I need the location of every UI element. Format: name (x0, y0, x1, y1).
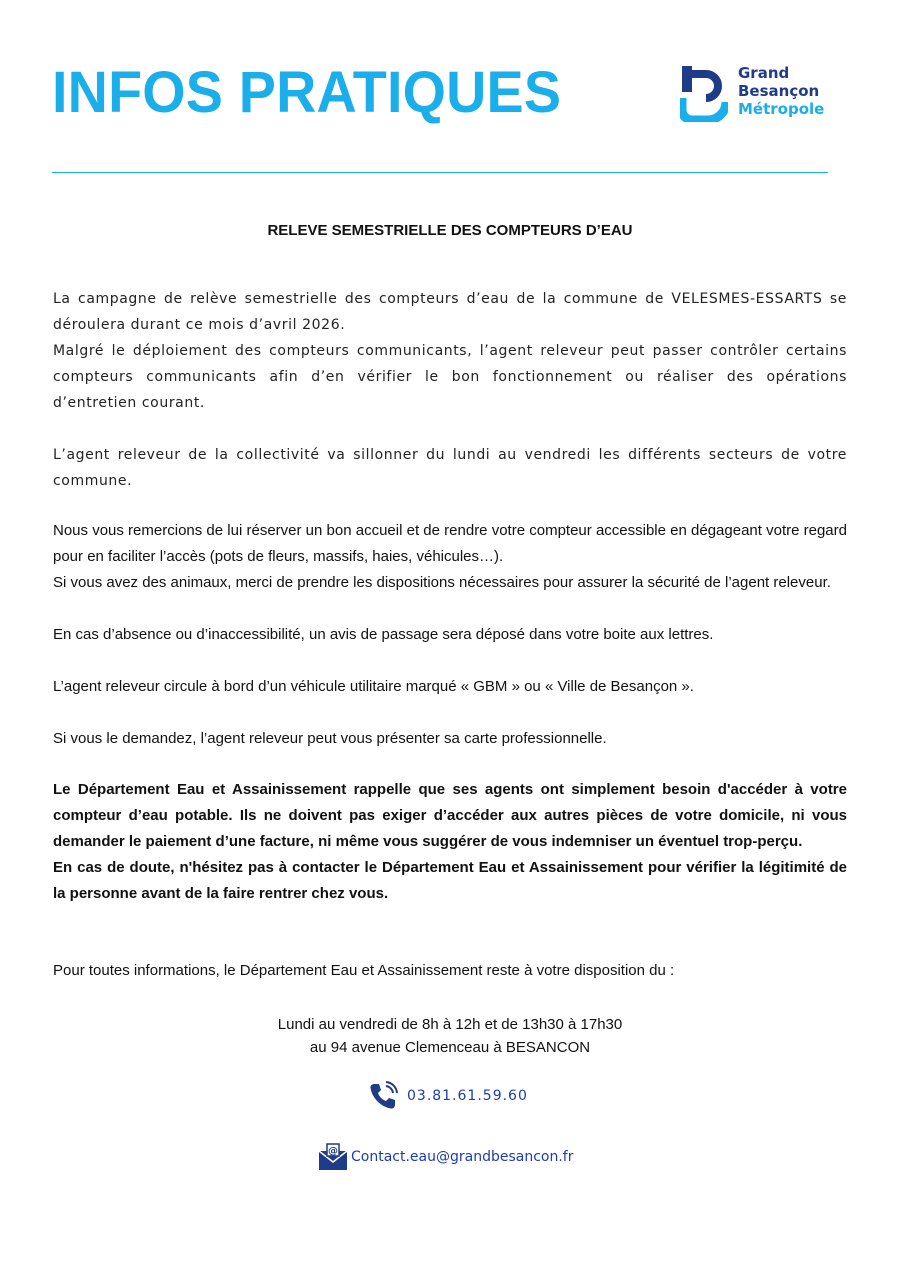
vehicle-paragraph: L’agent releveur circule à bord d’un véhicule utilitaire marqué « GBM » ou « Ville de Besançon ». (53, 678, 694, 695)
email-address[interactable]: Contact.eau@grandbesancon.fr (351, 1149, 574, 1165)
card-section (53, 726, 847, 752)
document-title: RELEVE SEMESTRIELLE DES COMPTEURS D’EAU (267, 222, 633, 239)
intro-section (53, 286, 847, 494)
hours-line: Lundi au vendredi de 8h à 12h et de 13h30 à 17h30 (277, 1016, 623, 1033)
warning-paragraph-doubt: En cas de doute, n'hésitez pas à contacter le Département Eau et Assainissement pour vérifier la légitimité de la personne avant de la faire rentrer chez vous. (53, 859, 847, 902)
email-contact[interactable] (318, 1142, 573, 1172)
phone-number[interactable]: 03.81.61.59.60 (407, 1088, 528, 1104)
warning-section (53, 777, 847, 907)
info-paragraph: Pour toutes informations, le Département Eau et Assainissement reste à votre disposition du : (53, 962, 675, 979)
logo-text-line2: Besançon (738, 82, 820, 100)
grand-besancon-logo (680, 64, 840, 124)
absence-section (53, 622, 847, 648)
welcome-paragraph: Nous vous remercions de lui réserver un bon accueil et de rendre votre compteur accessible en dégageant votre regard pour en faciliter l’accès (pots de fleurs, massifs, haies, véhicules…). (53, 522, 847, 565)
intro-paragraph-agent-route: L’agent releveur de la collectivité va sillonner du lundi au vendredi les différents secteurs de votre commune. (53, 447, 847, 489)
page-title: INFOS PRATIQUES (52, 60, 562, 125)
phone-contact[interactable] (367, 1080, 528, 1112)
header-divider (52, 172, 828, 173)
phone-icon (367, 1080, 399, 1112)
opening-hours (0, 1013, 900, 1059)
absence-paragraph: En cas d’absence ou d’inaccessibilité, un avis de passage sera déposé dans votre boite aux lettres. (53, 626, 714, 643)
info-section (53, 958, 847, 984)
envelope-icon (318, 1143, 348, 1171)
animals-paragraph: Si vous avez des animaux, merci de prendre les dispositions nécessaires pour assurer la sécurité de l’agent releveur. (53, 574, 831, 591)
logo-text-line1: Grand (738, 64, 790, 82)
intro-paragraph-communicating-meters: Malgré le déploiement des compteurs communicants, l’agent releveur peut passer contrôler certains compteurs communicants afin d’en vérifier le bon fonctionnement ou réaliser des opérations d’entretien courant. (53, 343, 847, 411)
svg-text:@: @ (328, 1146, 338, 1157)
professional-card-paragraph: Si vous le demandez, l’agent releveur peut vous présenter sa carte professionnelle. (53, 730, 607, 747)
welcome-section (53, 518, 847, 596)
logo-text-line3: Métropole (738, 100, 825, 118)
vehicle-section (53, 674, 847, 700)
warning-paragraph-access: Le Département Eau et Assainissement rappelle que ses agents ont simplement besoin d'accéder à votre compteur d’eau potable. Ils ne doivent pas exiger d’accéder aux autres pièces de votre domicile, ni vous demander le paiement d’une facture, ni même vous suggérer de vous indemniser un éventuel trop-perçu. (53, 781, 847, 850)
grand-besancon-b-logo-icon (680, 64, 728, 122)
logo-wordmark (738, 64, 824, 118)
intro-paragraph-campaign: La campagne de relève semestrielle des compteurs d’eau de la commune de VELESMES-ESSARTS se déroulera durant ce mois d’avril 2026. (53, 291, 847, 333)
address-line: au 94 avenue Clemenceau à BESANCON (309, 1039, 591, 1056)
